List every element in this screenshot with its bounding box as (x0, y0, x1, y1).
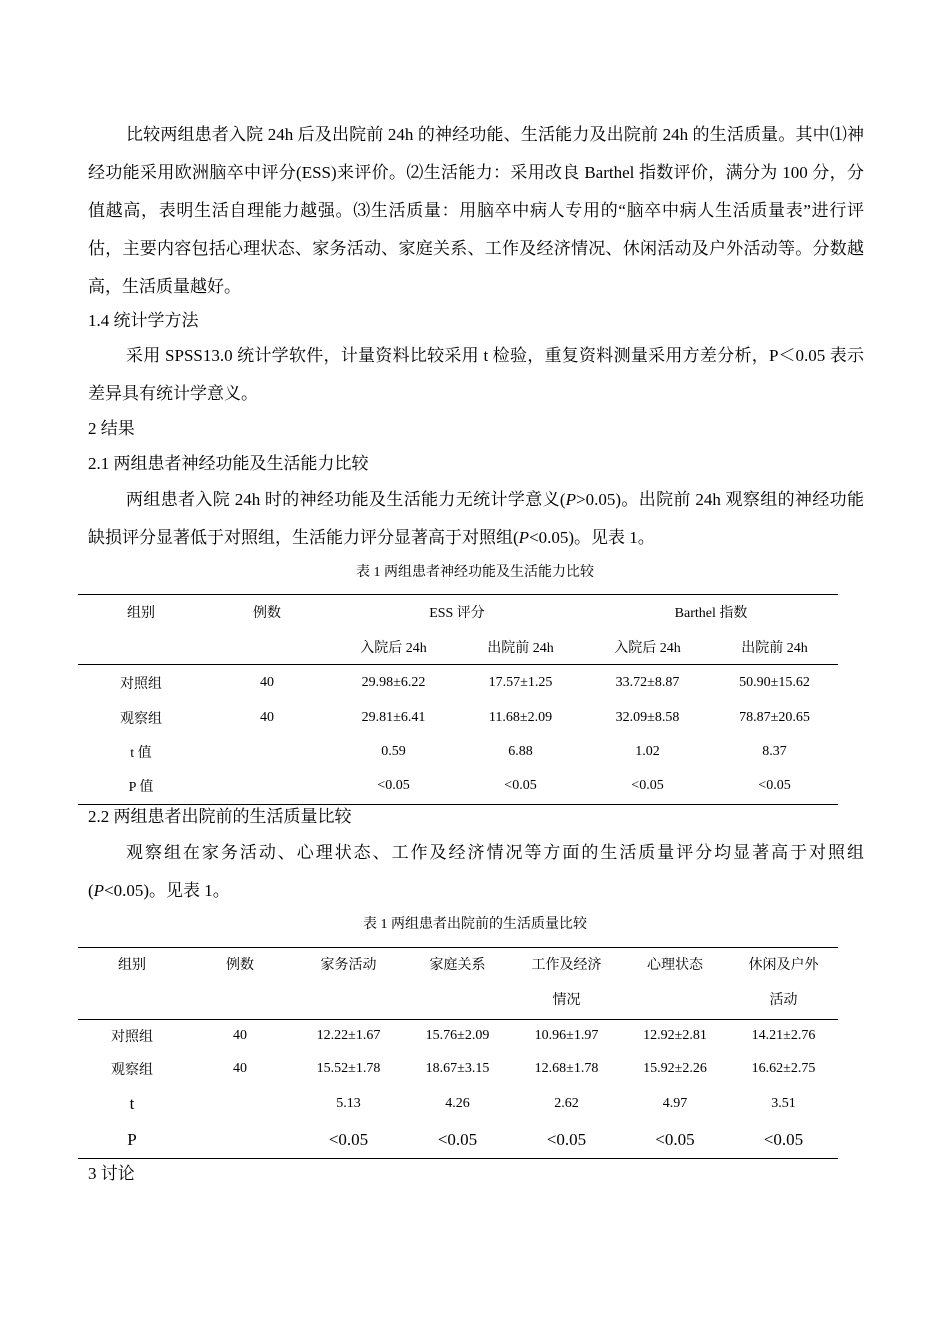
table-2-header: 家庭关系 (429, 957, 486, 973)
section-heading-3: 3 讨论 (88, 1164, 135, 1183)
table-row (78, 735, 838, 769)
table-2-header: 家务活动 (320, 957, 377, 973)
table-2-caption: 表 1 两组患者出院前的生活质量比较 (363, 917, 587, 932)
table-cell: 15.52±1.78 (316, 1061, 381, 1076)
table-1-subheader: 入院后 24h (614, 640, 681, 656)
table-cell: 40 (260, 674, 274, 690)
table-cell: 观察组 (111, 1063, 153, 1078)
table-cell: P 值 (128, 780, 154, 796)
table-cell: 16.62±2.75 (751, 1061, 816, 1076)
table-1-subheader: 出院前 24h (741, 640, 808, 656)
table-1-subheader: 入院后 24h (360, 640, 427, 656)
table-cell: <0.05 (655, 1129, 695, 1149)
table-cell: 50.90±15.62 (739, 674, 810, 690)
table-2-header: 心理状态 (647, 957, 703, 973)
table-row (78, 1087, 838, 1122)
table-1-header-group: 组别 (127, 606, 155, 622)
table-cell: 8.37 (762, 743, 787, 759)
statistics-paragraph: 采用 SPSS13.0 统计学软件，计量资料比较采用 t 检验，重复资料测量采用方差分析，P＜0.05 表示差异具有统计学意义。 (88, 346, 864, 403)
table-cell: <0.05 (328, 1129, 369, 1149)
table-cell: 29.98±6.22 (361, 674, 426, 690)
table-cell (204, 735, 330, 769)
table-cell: 0.59 (381, 743, 406, 759)
table-cell: 12.22±1.67 (316, 1027, 381, 1043)
table-cell: 3.51 (771, 1096, 796, 1111)
table-cell: 15.92±2.26 (643, 1061, 707, 1076)
results-paragraph-1: 两组患者入院 24h 时的神经功能及生活能力无统计学意义(P>0.05)。出院前 24h 观察组的神经功能缺损评分显著低于对照组，生活能力评分显著高于对照组(P<0.05)。见表 1。 (88, 490, 865, 547)
methods-paragraph: 比较两组患者入院 24h 后及出院前 24h 的神经功能、生活能力及出院前 24h 的生活质量。其中⑴神经功能采用欧洲脑卒中评分(ESS)来评价。⑵生活能力：采用改良 Barthel 指数评价，满分为 100 分，分值越高，表明生活自理能力越强。⑶生活质量：用脑卒中病人专用的“脑卒中病人生活质量表”进行评估，主要内容包括心理状态、家务活动、家庭关系、工作及经济情况、休闲活动及户外活动等。分数越高，生活质量越好。 (88, 125, 864, 296)
table-2-header-cont: 情况 (552, 993, 581, 1009)
table-cell: 5.13 (336, 1096, 361, 1111)
results-paragraph-2: 观察组在家务活动、心理状态、工作及经济情况等方面的生活质量评分均显著高于对照组(P<0.05)。见表 1。 (88, 843, 864, 900)
table-cell: 29.81±6.41 (361, 709, 426, 725)
table-cell: 40 (233, 1027, 247, 1043)
table-cell: <0.05 (631, 778, 664, 794)
table-cell: 10.96±1.97 (534, 1027, 599, 1043)
table-cell: 观察组 (120, 711, 162, 727)
table-cell: 12.92±2.81 (643, 1027, 707, 1043)
table-1-header-ess: ESS 评分 (429, 606, 485, 622)
table-2-header: 工作及经济 (531, 957, 602, 973)
table-cell: <0.05 (763, 1129, 804, 1149)
table-2-header: 休闲及户外 (748, 957, 819, 973)
table-cell: 4.97 (662, 1096, 688, 1111)
table-row (78, 1052, 838, 1087)
table-row (78, 1122, 838, 1159)
table-row (78, 1020, 838, 1052)
table-cell: 18.67±3.15 (425, 1061, 490, 1076)
table-row (78, 701, 838, 735)
table-2 (78, 947, 838, 1159)
table-cell: <0.05 (546, 1129, 587, 1149)
table-cell: 33.72±8.87 (615, 674, 680, 690)
section-heading-2: 2 结果 (88, 419, 135, 438)
table-cell: 4.26 (445, 1096, 470, 1111)
table-cell: 11.68±2.09 (488, 709, 553, 725)
table-cell: 17.57±1.25 (488, 674, 553, 690)
table-cell: 12.68±1.78 (534, 1061, 599, 1076)
table-cell (186, 1087, 294, 1122)
table-1-subheader: 出院前 24h (487, 640, 554, 656)
table-cell: 40 (233, 1061, 247, 1076)
table-cell: <0.05 (437, 1129, 478, 1149)
table-cell: 40 (260, 709, 274, 725)
table-cell (186, 1122, 294, 1159)
table-cell: P (127, 1129, 137, 1149)
section-heading-2-2: 2.2 两组患者出院前的生活质量比较 (88, 807, 352, 826)
table-cell: t (129, 1094, 135, 1113)
table-2-header-cont: 活动 (769, 993, 798, 1009)
table-cell: <0.05 (758, 778, 791, 794)
table-1-caption: 表 1 两组患者神经功能及生活能力比较 (356, 565, 594, 580)
table-row (78, 665, 838, 701)
section-heading-1-4: 1.4 统计学方法 (88, 311, 199, 330)
table-cell: t 值 (130, 745, 152, 761)
table-cell: 1.02 (635, 743, 660, 759)
table-1-header-barthel: Barthel 指数 (674, 606, 748, 622)
table-cell: 14.21±2.76 (751, 1027, 816, 1043)
table-cell: 15.76±2.09 (425, 1027, 490, 1043)
table-cell: 32.09±8.58 (615, 709, 680, 725)
table-cell: 78.87±20.65 (739, 709, 810, 725)
table-cell: 对照组 (120, 676, 162, 692)
table-cell: 对照组 (111, 1029, 153, 1045)
table-2-header: 组别 (118, 957, 146, 973)
table-1-header-n: 例数 (253, 606, 281, 622)
table-cell: 6.88 (508, 743, 533, 759)
table-cell: 2.62 (554, 1096, 579, 1111)
section-heading-2-1: 2.1 两组患者神经功能及生活能力比较 (88, 454, 369, 473)
table-cell: <0.05 (504, 778, 537, 794)
table-2-header: 例数 (226, 957, 254, 973)
table-1 (78, 594, 838, 805)
table-cell: <0.05 (377, 778, 410, 794)
